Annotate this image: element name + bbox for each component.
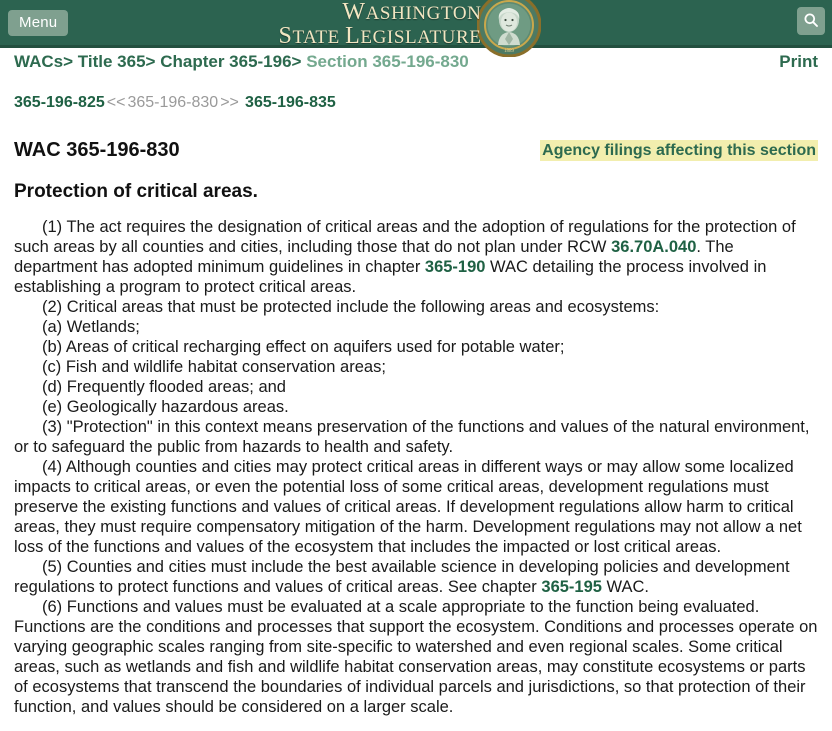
next-arrow-icon: >> [220, 94, 239, 111]
breadcrumb-separator: > [63, 52, 74, 71]
document-title-row [14, 138, 818, 164]
section-heading: Protection of critical areas. [14, 181, 258, 202]
breadcrumb-row [14, 48, 818, 72]
search-button[interactable] [797, 7, 825, 35]
breadcrumb-separator: > [145, 52, 156, 71]
paragraph-6: (6) Functions and values must be evaluated at a scale appropriate to the function being evaluated. Functions are the conditions and processes that support the ecosystem. Conditions and processes operate on varying geographic scales ranging from site-specific to watershed and even regional scales. Some critical areas, such as wetlands and fish and wildlife habitat conservation areas, may constitute ecosystems or parts of ecosystems that transcend the boundaries of individual parcels and jurisdictions, so that protection of their function, and values should be considered on a larger scale. [14, 598, 818, 716]
wac-link-365-190[interactable]: 365-190 [424, 258, 486, 276]
breadcrumb [14, 52, 634, 72]
paragraph-5-text-b: WAC. [601, 578, 650, 596]
rcw-link-36-70a-040[interactable]: 36.70A.040 [611, 238, 697, 256]
site-header [0, 0, 832, 54]
paragraph-2a: (a) Wetlands; [42, 318, 140, 336]
wac-number: WAC 365-196-830 [14, 139, 180, 161]
breadcrumb-separator: > [291, 52, 302, 71]
paragraph-1-text-c: WAC detailing the process involved in establishing a program to protect critical areas. [14, 258, 767, 296]
search-icon [803, 12, 819, 31]
breadcrumb-item-chapter-365-196[interactable]: Chapter 365-196 [160, 52, 292, 71]
breadcrumb-item-section-current: Section 365-196-830 [306, 52, 469, 71]
current-section-label: 365-196-830 [127, 94, 219, 111]
breadcrumb-item-title-365[interactable]: Title 365 [77, 52, 146, 71]
paragraph-2c: (c) Fish and wildlife habitat conservation areas; [42, 358, 386, 376]
brand-wordmark [279, 0, 482, 48]
print-link[interactable]: Print [779, 52, 818, 71]
paragraph-1 [14, 217, 818, 297]
agency-filings-link[interactable]: Agency filings affecting this section [542, 142, 816, 159]
paragraph-2: (2) Critical areas that must be protected include the following areas and ecosystems: [42, 298, 660, 316]
page-content [0, 48, 832, 717]
paragraph-2e: (e) Geologically hazardous areas. [42, 398, 289, 416]
previous-arrow-icon: << [106, 94, 126, 111]
paragraph-5 [14, 557, 818, 597]
document-body [14, 217, 818, 717]
breadcrumb-item-wacs[interactable]: WACs [14, 52, 64, 71]
brand-line-state-legislature: STATE LEGISLATURE [278, 23, 482, 49]
brand-line-washington: WASHINGTON [342, 0, 482, 25]
section-navigation [14, 93, 818, 113]
paragraph-2d: (d) Frequently flooded areas; and [42, 378, 286, 396]
paragraph-2b: (b) Areas of critical recharging effect on aquifers used for potable water; [42, 338, 565, 356]
paragraph-4: (4) Although counties and cities may protect critical areas in different ways or may allow some localized impacts to critical areas, or even the potential loss of some critical areas, development regulations must preserve the existing functions and values of critical areas. If development regulations allow harm to critical areas, they must require compensatory mitigation of the harm. Development regulations may not allow a net loss of the functions and values of the ecosystem that includes the impacted or lost critical areas. [14, 458, 802, 556]
wac-link-365-195[interactable]: 365-195 [541, 578, 602, 596]
paragraph-5-text-a: (5) Counties and cities must include the best available science in developing policies and development regulations to protect functions and values of critical areas. See chapter [14, 558, 790, 596]
paragraph-3: (3) "Protection" in this context means preservation of the functions and values of the natural environment, or to safeguard the public from hazards to health and safety. [14, 418, 810, 456]
paragraph-1-text-b: . The department has adopted minimum guidelines in chapter [14, 238, 734, 276]
menu-button[interactable]: Menu [8, 10, 68, 36]
next-section-link[interactable]: 365-196-835 [245, 94, 336, 111]
site-brand [0, 0, 832, 54]
previous-section-link[interactable]: 365-196-825 [14, 94, 105, 111]
svg-text:1889: 1889 [504, 49, 515, 54]
paragraph-1-text-a: (1) The act requires the designation of critical areas and the adoption of regulations for the protection of such areas by all counties and cities, including those that do not plan under RCW [14, 218, 796, 256]
